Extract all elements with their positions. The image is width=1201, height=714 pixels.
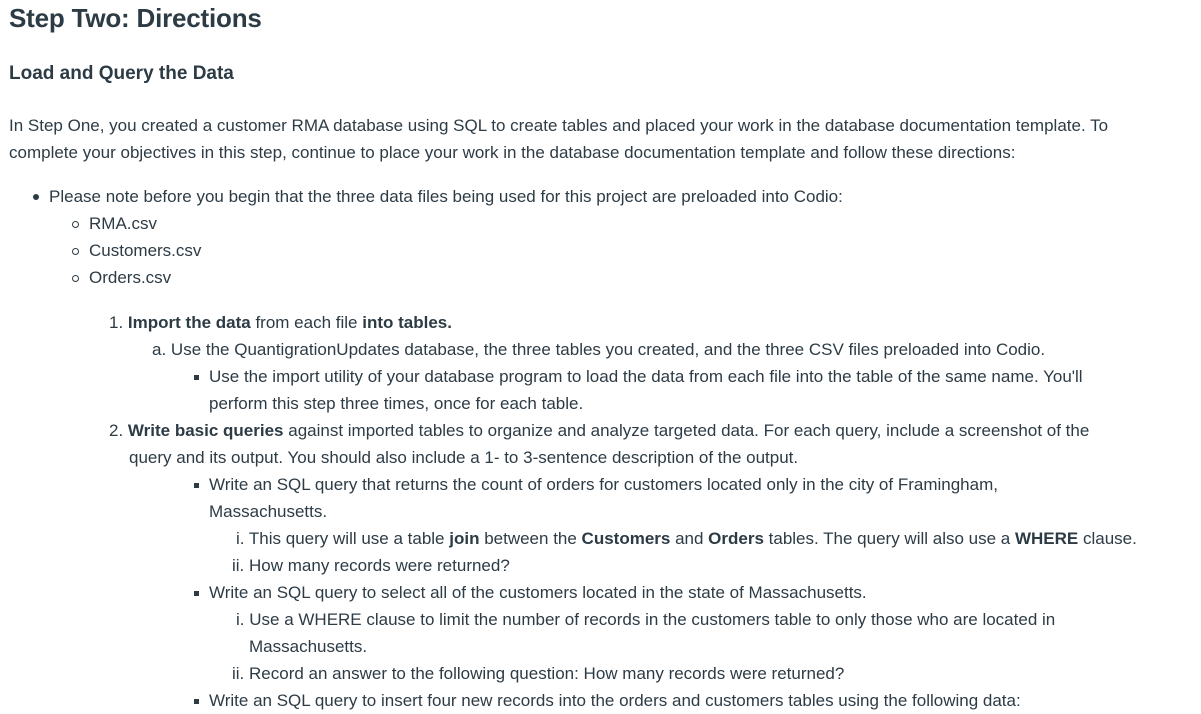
bullet-marker xyxy=(33,194,39,200)
list-marker: ii. xyxy=(232,556,245,575)
query-1-line: Massachusetts. xyxy=(209,502,328,521)
step-2-bold: Write basic queries xyxy=(127,421,284,440)
step-1-bullet-line: perform this step three times, once for each table. xyxy=(209,394,584,413)
query-2-item-ii xyxy=(232,660,844,687)
text-run: How many records were returned? xyxy=(249,556,510,575)
text-run: and xyxy=(670,529,709,548)
bold-run: WHERE xyxy=(1014,529,1079,548)
file-item: RMA.csv xyxy=(89,214,157,233)
text-run: between the xyxy=(479,529,582,548)
text-run: This query will use a table xyxy=(248,529,450,548)
bold-run: Orders xyxy=(708,529,764,548)
query-1-line: Write an SQL query that returns the count of orders for customers located only in the city of Framingham, xyxy=(209,475,998,494)
list-marker: i. xyxy=(236,610,245,629)
step-1-bullet-line: Use the import utility of your database program to load the data from each file into the table of the same name. You'll xyxy=(209,367,1083,386)
query-2-item-i xyxy=(236,606,1055,633)
text-run: tables. The query will also use a xyxy=(763,529,1015,548)
step-2-line: query and its output. You should also include a 1- to 3-sentence description of the output. xyxy=(129,448,799,467)
step-1 xyxy=(109,309,452,336)
query-2-line: Write an SQL query to select all of the customers located in the state of Massachusetts. xyxy=(209,583,867,602)
bold-run: Customers xyxy=(581,529,671,548)
list-marker: ii. xyxy=(232,664,245,683)
step-1-bold-a: Import the data xyxy=(127,313,251,332)
section-subheading: Load and Query the Data xyxy=(9,63,234,84)
bullet-marker xyxy=(194,699,199,704)
step-2 xyxy=(109,417,1089,444)
text-run: Use a WHERE clause to limit the number of records in the customers table to only those who are located in xyxy=(249,610,1056,629)
query-1-item-i xyxy=(236,525,1137,552)
bullet-marker xyxy=(72,221,79,228)
step-1-bold-b: into tables. xyxy=(362,313,452,332)
step-1-text: from each file xyxy=(250,313,363,332)
query-2-item-i-cont: Massachusetts. xyxy=(249,637,368,656)
bold-run: join xyxy=(449,529,480,548)
intro-paragraph: In Step One, you created a customer RMA database using SQL to create tables and placed your work in the database documentation template. To complete your objectives in this step, continue to place your work in the database documentation template and follow these directions: xyxy=(9,116,1109,162)
step-2-text: against imported tables to organize and analyze targeted data. For each query, include a screenshot of the xyxy=(283,421,1090,440)
list-marker: a. xyxy=(152,340,167,359)
list-marker: i. xyxy=(236,529,245,548)
text-run: clause. xyxy=(1078,529,1137,548)
bullet-marker xyxy=(194,483,199,488)
step-1-a-text: Use the QuantigrationUpdates database, the three tables you created, and the three CSV files preloaded into Codio. xyxy=(170,340,1046,359)
bullet-marker xyxy=(72,275,79,282)
page-title: Step Two: Directions xyxy=(9,3,262,33)
document-page xyxy=(0,0,1201,166)
file-item: Orders.csv xyxy=(89,268,172,287)
query-1-item-ii xyxy=(232,552,510,579)
step-1-a xyxy=(152,336,1045,363)
step-number: 2. xyxy=(109,421,124,440)
query-3-line: Write an SQL query to insert four new records into the orders and customers tables using the following data: xyxy=(209,691,1021,710)
bullet-marker xyxy=(194,375,199,380)
step-number: 1. xyxy=(109,313,124,332)
note-item: Please note before you begin that the three data files being used for this project are preloaded into Codio: xyxy=(49,187,843,206)
file-item: Customers.csv xyxy=(89,241,202,260)
bullet-marker xyxy=(72,248,79,255)
text-run: Record an answer to the following question: How many records were returned? xyxy=(249,664,845,683)
bullet-marker xyxy=(194,591,199,596)
